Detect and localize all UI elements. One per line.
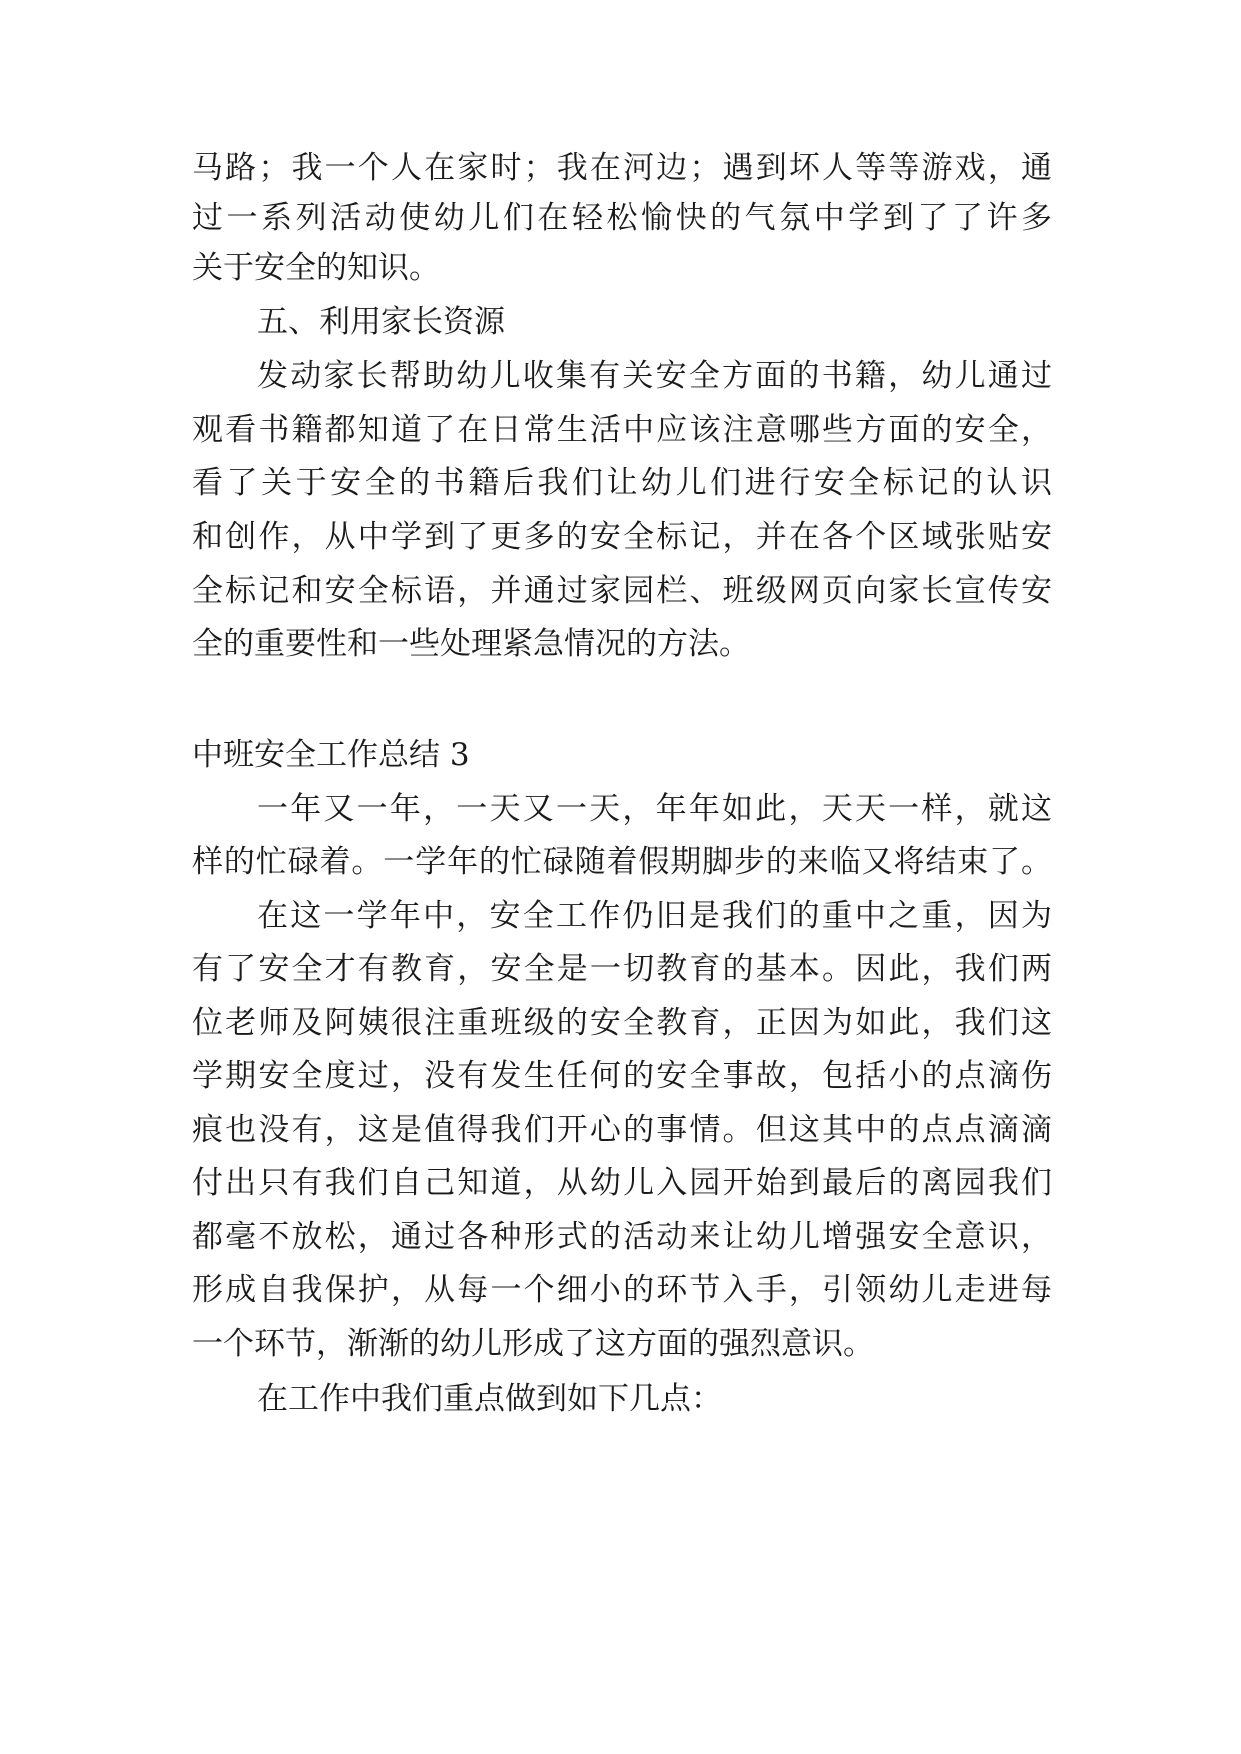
paragraph-line: 在工作中我们重点做到如下几点： (257, 1381, 722, 1417)
paragraph-line: 形成自我保护，从每一个细小的环节入手，引领幼儿走进每 (192, 1272, 1052, 1308)
paragraph-line: 都毫不放松，通过各种形式的活动来让幼儿增强安全意识， (192, 1219, 1052, 1255)
paragraph-line: 一年又一年，一天又一天，年年如此，天天一样，就这 (257, 791, 1052, 827)
paragraph-line: 观看书籍都知道了在日常生活中应该注意哪些方面的安全， (192, 412, 1052, 448)
paragraph-line: 位老师及阿姨很注重班级的安全教育，正因为如此，我们这 (192, 1005, 1052, 1041)
paragraph-line: 有了安全才有教育，安全是一切教育的基本。因此，我们两 (192, 951, 1052, 987)
paragraph-line: 样的忙碌着。一学年的忙碌随着假期脚步的来临又将结束了。 (192, 844, 1052, 880)
paragraph-line: 学期安全度过，没有发生任何的安全事故，包括小的点滴伤 (192, 1058, 1052, 1094)
paragraph-line: 在这一学年中，安全工作仍旧是我们的重中之重，因为 (257, 898, 1052, 934)
paragraph-line: 过一系列活动使幼儿们在轻松愉快的气氛中学到了了许多 (192, 200, 1052, 236)
paragraph-line: 一个环节，渐渐的幼儿形成了这方面的强烈意识。 (192, 1326, 874, 1362)
paragraph-line: 发动家长帮助幼儿收集有关安全方面的书籍，幼儿通过 (257, 358, 1052, 394)
paragraph-line: 付出只有我们自己知道，从幼儿入园开始到最后的离园我们 (192, 1165, 1052, 1201)
paragraph-line: 马路；我一个人在家时；我在河边；遇到坏人等等游戏，通 (192, 150, 1052, 186)
paragraph-line: 痕也没有，这是值得我们开心的事情。但这其中的点点滴滴 (192, 1112, 1052, 1148)
section-title: 中班安全工作总结 3 (192, 737, 470, 773)
paragraph-line: 看了关于安全的书籍后我们让幼儿们进行安全标记的认识 (192, 465, 1052, 501)
paragraph-line: 全标记和安全标语，并通过家园栏、班级网页向家长宣传安 (192, 573, 1052, 609)
paragraph-line: 全的重要性和一些处理紧急情况的方法。 (192, 626, 750, 662)
paragraph-line: 和创作，从中学到了更多的安全标记，并在各个区域张贴安 (192, 519, 1052, 555)
paragraph-line: 关于安全的知识。 (192, 250, 440, 286)
section-heading: 五、利用家长资源 (257, 304, 505, 340)
